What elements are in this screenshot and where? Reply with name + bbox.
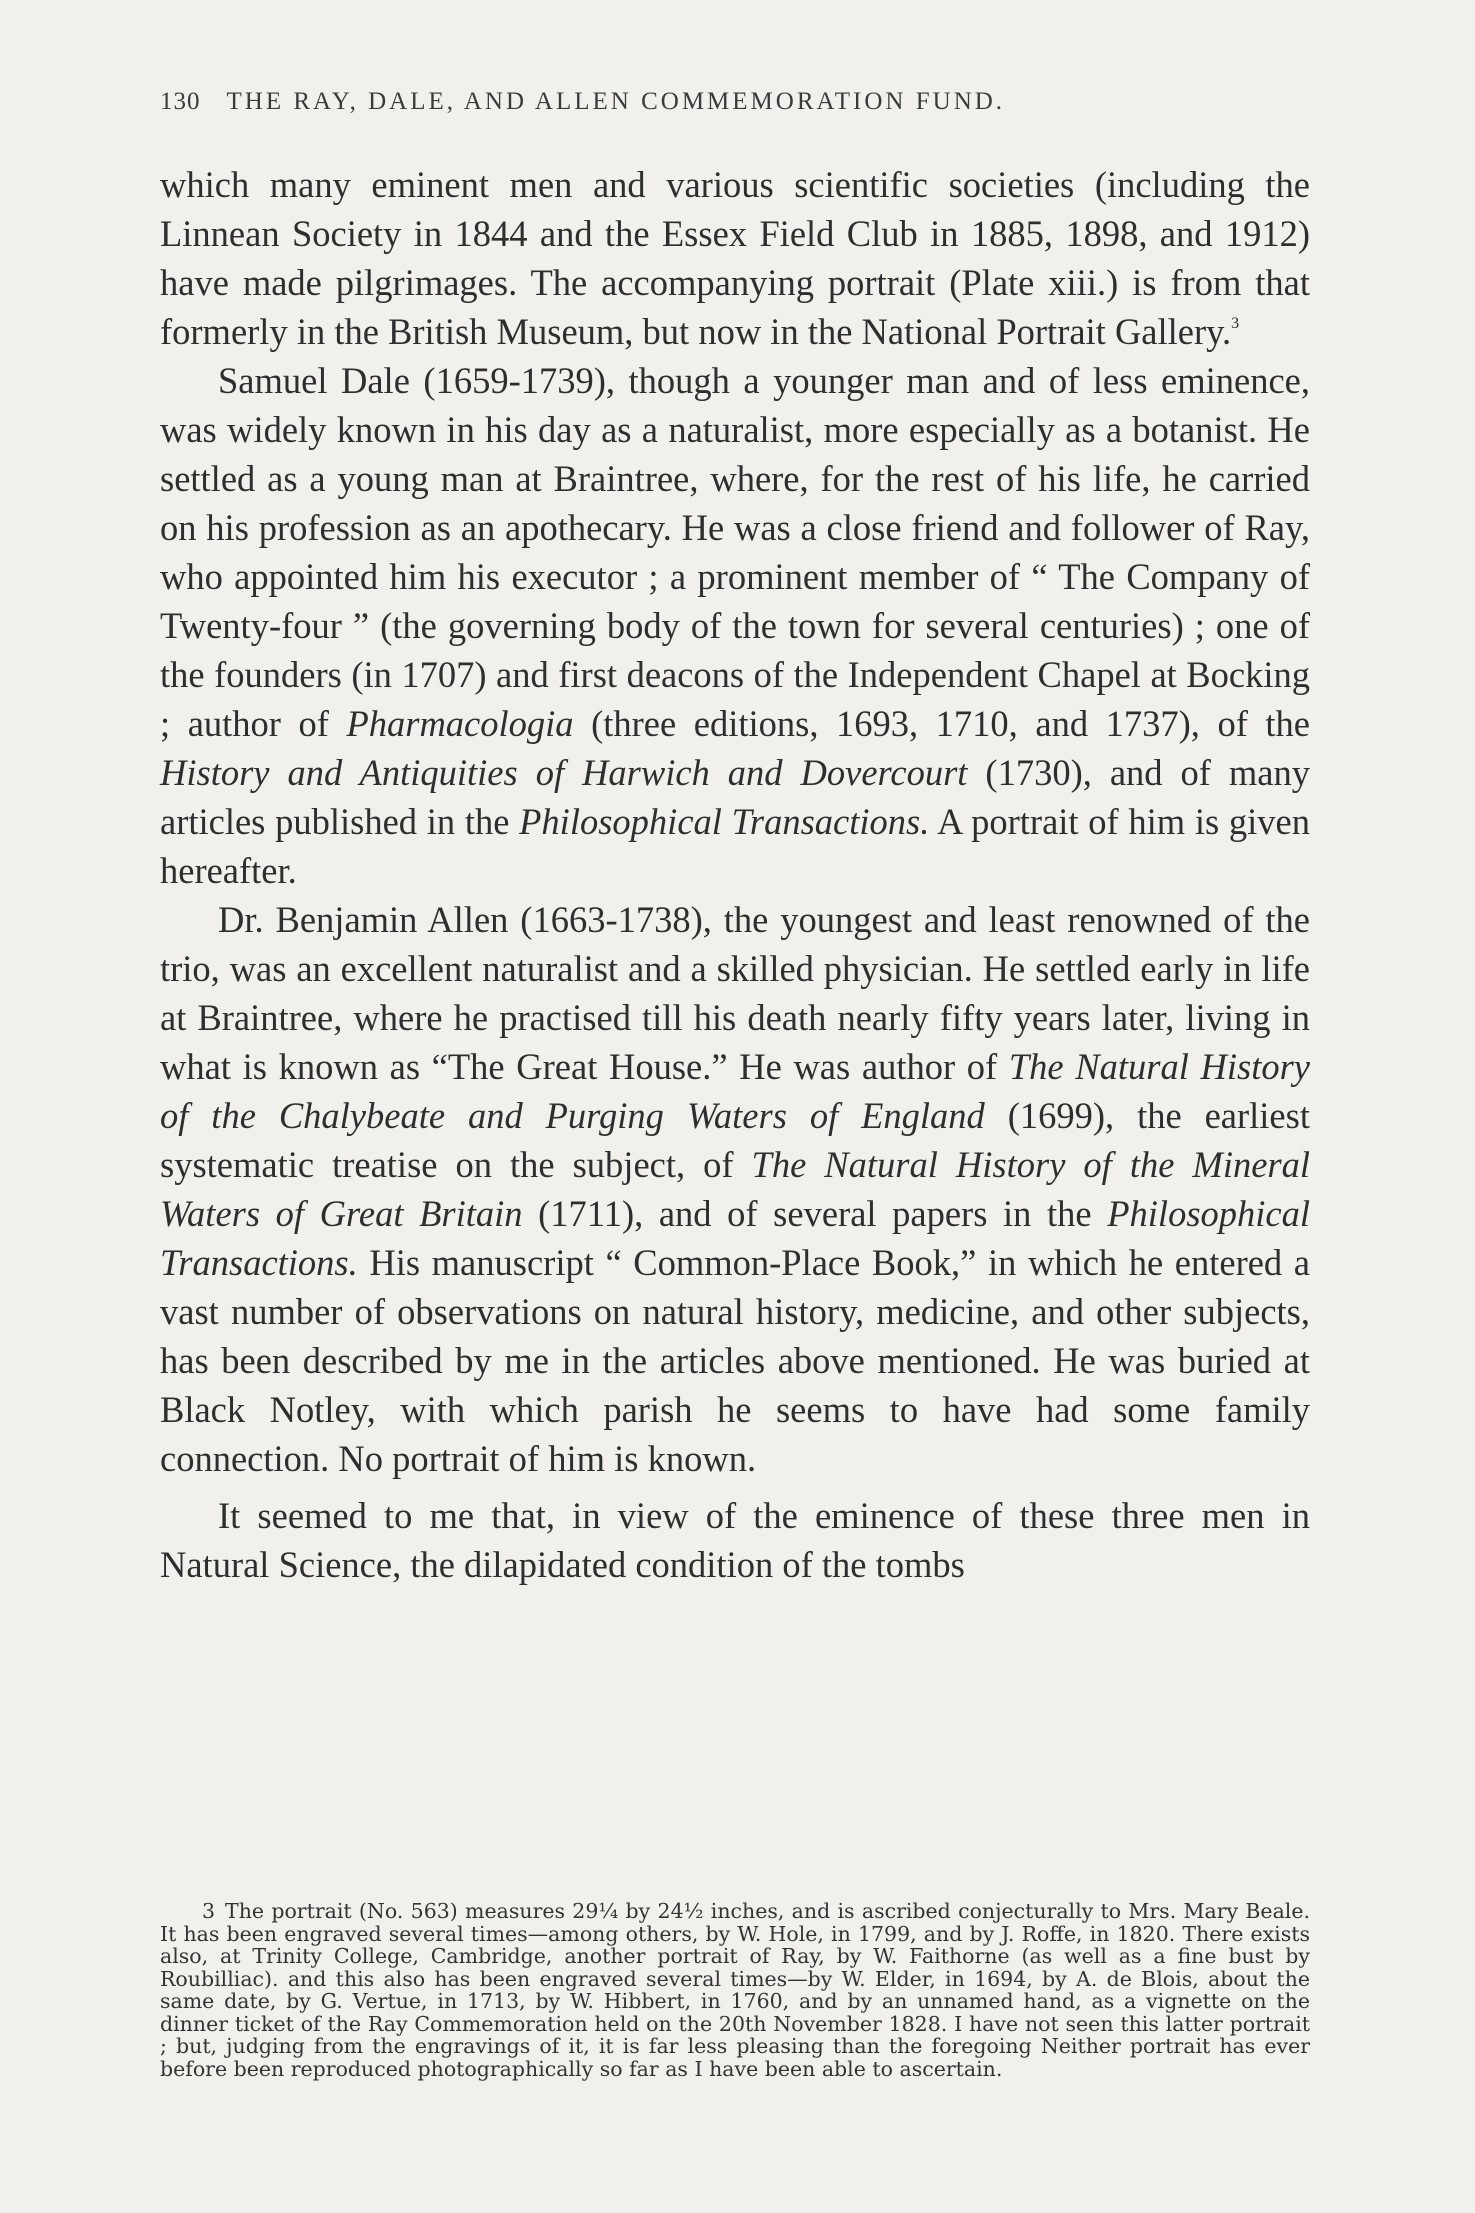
- paragraph-p4: [160, 1491, 1310, 1589]
- text-run: which many eminent men and various scientific societies (including the Linnean Society in 1844 and the Essex Field Club in 1885, 1898, and 1912) have made pilgrimages. The accompanying portrait (Plate xiii.) is from that formerly in the British Museum, but now in the National Portrait Gallery.: [160, 164, 1310, 352]
- text-run: Dr. Benjamin Allen (1663-1738), the youngest and least renowned of the trio, was an excellent naturalist and a skilled physician. He settled early in life at Braintree, where he practised till his death nearly fifty years later, living in what is known as “The Great House.” He was author of: [160, 899, 1310, 1087]
- text-run: A portrait of him is given hereafter.: [160, 801, 1310, 891]
- italic-title: Philosophical Transactions.: [160, 1193, 1311, 1283]
- footnote-ref: 3: [1231, 315, 1240, 332]
- text-run: His manuscript “ Common-Place Book,” in which he entered a vast number of observations on natural history, medicine, and other subjects, has been described by me in the articles above mentioned. He was buried at Black Notley, with which parish he seems to have had some family connection. No portrait of him is known.: [160, 1242, 1310, 1479]
- running-title: THE RAY, DALE, AND ALLEN COMMEMORATION FUND.: [226, 88, 1006, 115]
- italic-title: History and Antiquities of Harwich and Dovercourt: [160, 752, 968, 793]
- text-run: (three editions, 1693, 1710, and 1737), of the: [573, 703, 1310, 744]
- footnotes: [160, 1900, 1310, 2080]
- italic-title: Philosophical Transactions.: [519, 801, 930, 842]
- footnote-text: The portrait (No. 563) measures 29¼ by 24½ inches, and is ascribed conjecturally to Mrs. Mary Beale. It has been engraved several times—among others, by W. Hole, in 1799, and by J. Roffe, in 1820. There exists also, at Trinity College, Cambridge, another portrait of Ray, by W. Faithorne (as well as a fine bust by Roubilliac). and this also has been engraved several times—by W. Elder, in 1694, by A. de Blois, about the same date, by G. Vertue, in 1713, by W. Hibbert, in 1760, and by an unnamed hand, as a vignette on the dinner ticket of the Ray Commemoration held on the 20th November 1828. I have not seen this latter portrait ; but, judging from the engravings of it, it is far less pleasing than the foregoing Neither portrait has ever before been reproduced photographically so far as I have been able to ascertain.: [160, 1899, 1310, 2081]
- paragraph-p2: [160, 356, 1310, 895]
- paragraph-p3: [160, 895, 1310, 1483]
- running-head: [160, 88, 1320, 116]
- paragraph-p1: [160, 160, 1310, 356]
- footnote: [160, 1900, 1310, 2080]
- text-run: (1711), and of several papers in the: [522, 1193, 1108, 1234]
- text-run: It seemed to me that, in view of the eminence of these three men in Natural Science, the dilapidated condition of the tombs: [160, 1495, 1310, 1585]
- body-text: [160, 160, 1310, 1589]
- text-run: (1730), and of many articles published in the: [160, 752, 1310, 842]
- text-run: Samuel Dale (1659-1739), though a younger man and of less eminence, was widely known in his day as a naturalist, more especially as a botanist. He settled as a young man at Braintree, where, for the rest of his life, he carried on his profession as an apothecary. He was a close friend and follower of Ray, who appointed him his executor ; a prominent member of “ The Company of Twenty-four ” (the governing body of the town for several centuries) ; one of the founders (in 1707) and first deacons of the Independent Chapel at Bocking ; author of: [160, 360, 1310, 744]
- footnote-number: 3: [202, 1899, 216, 1923]
- italic-title: The Natural History of the Chalybeate and Purging Waters of England: [160, 1046, 1310, 1136]
- page-number: 130: [160, 88, 201, 115]
- text-run: (1699), the earliest systematic treatise on the subject, of: [160, 1095, 1310, 1185]
- italic-title: Pharmacologia: [346, 703, 574, 744]
- italic-title: The Natural History of the Mineral Waters of Great Britain: [160, 1144, 1311, 1234]
